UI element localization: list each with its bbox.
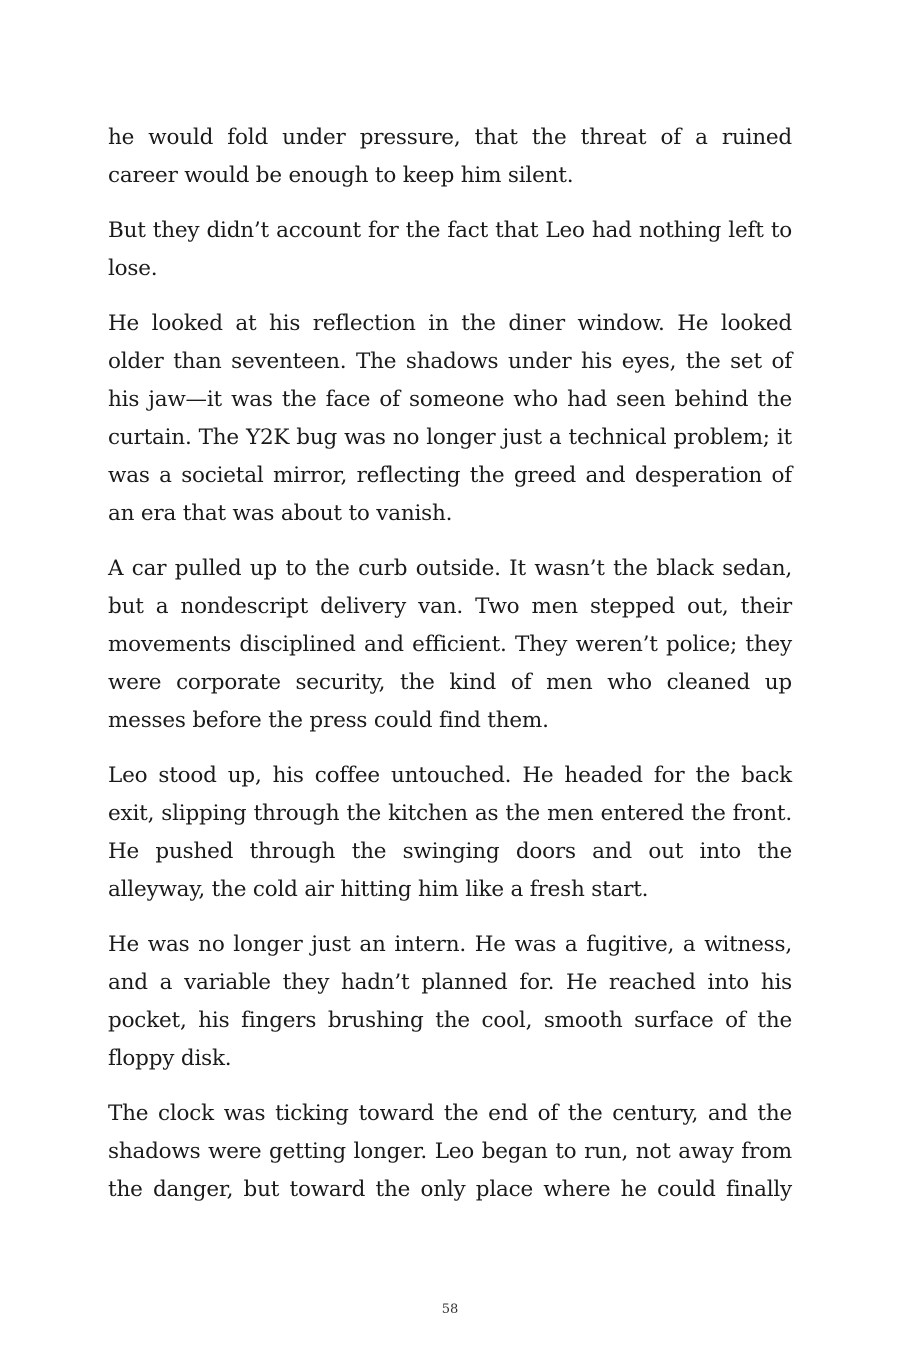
paragraph-6: He was no longer just an intern. He was a fugitive, a witness, and a variable they hadn’t planned for. He reached into his pocket, his fingers brushing the cool, smooth surface of the floppy disk. <box>108 932 792 1071</box>
paragraph-1: he would fold under pressure, that the threat of a ruined career would be enough to keep him silent. <box>108 125 792 188</box>
paragraph-5: Leo stood up, his coffee untouched. He headed for the back exit, slipping through the kitchen as the men entered the front. He pushed through the swinging doors and out into the alleyway, the cold air hitting him like a fresh start. <box>108 763 792 902</box>
paragraph-4: A car pulled up to the curb outside. It wasn’t the black sedan, but a nondescript delivery van. Two men stepped out, their movements disciplined and efficient. They weren’t police; they were corporate security, the kind of men who cleaned up messes before the press could find them. <box>108 556 792 733</box>
paragraph-7: The clock was ticking toward the end of the century, and the shadows were getting longer. Leo began to run, not away from the danger, but toward the only place where he could finally <box>108 1101 792 1202</box>
paragraph-2: But they didn’t account for the fact that Leo had nothing left to lose. <box>108 218 792 281</box>
page-body <box>108 119 792 1226</box>
page-number: 58 <box>441 1302 459 1317</box>
paragraph-3: He looked at his reflection in the diner window. He looked older than seventeen. The shadows under his eyes, the set of his jaw—it was the face of someone who had seen behind the curtain. The Y2K bug was no longer just a technical problem; it was a societal mirror, reflecting the greed and desperation of an era that was about to vanish. <box>108 311 792 526</box>
